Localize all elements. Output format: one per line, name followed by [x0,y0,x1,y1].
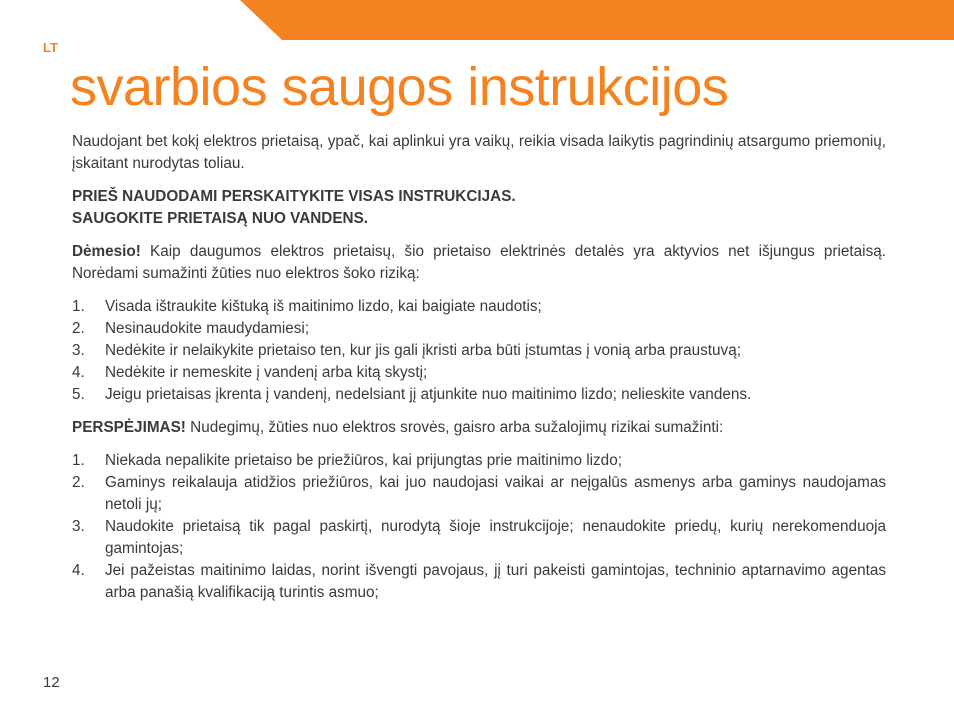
list-item [72,384,886,406]
list-text: Niekada nepalikite prietaiso be priežiūros, kai prijungtas prie maitinimo lizdo; [105,452,622,469]
list-number: 3. [72,342,85,359]
list-text: Nedėkite ir nemeskite į vandenį arba kitą skystį; [105,364,428,381]
list-number: 5. [72,386,85,403]
instructions-body [72,131,886,615]
list-item [72,560,886,604]
list-item [72,296,886,318]
intro-paragraph: Naudojant bet kokį elektros prietaisą, ypač, kai aplinkui yra vaikų, reikia visada laikytis pagrindinių atsargumo priemonių, įskaitant nurodytas toliau. [72,133,886,172]
list-item [72,472,886,516]
safety-list-1 [72,296,886,406]
list-text: Jeigu prietaisas įkrenta į vandenį, nedelsiant jį atjunkite nuo maitinimo lizdo; nelieskite vandens. [105,386,752,403]
list-text: Gaminys reikalauja atidžios priežiūros, kai juo naudojasi vaikai ar neįgalūs asmenys arba gaminys naudojamas netoli jų; [105,474,886,513]
list-number: 4. [72,562,85,579]
list-number: 3. [72,518,85,535]
list-item [72,340,886,362]
attention-text: Kaip daugumos elektros prietaisų, šio prietaiso elektrinės detalės yra aktyvios net išjungus prietaisą. Norėdami sumažinti žūties nuo elektros šoko riziką: [72,243,886,282]
header-accent-band [240,0,954,40]
list-item [72,450,886,472]
list-item [72,362,886,384]
caution-paragraph [72,417,886,439]
warning-line: SAUGOKITE PRIETAISĄ NUO VANDENS. [72,210,369,227]
page-number: 12 [43,674,60,691]
list-number: 2. [72,320,85,337]
list-item [72,516,886,560]
list-number: 2. [72,474,85,491]
list-text: Nedėkite ir nelaikykite prietaiso ten, kur jis gali įkristi arba būti įstumtas į vonią arba praustuvą; [105,342,741,359]
warning-block [72,186,886,230]
attention-paragraph [72,241,886,285]
language-label: LT [43,40,58,55]
attention-label: Dėmesio! [72,243,141,260]
caution-text: Nudegimų, žūties nuo elektros srovės, gaisro arba sužalojimų rizikai sumažinti: [185,419,724,436]
list-text: Naudokite prietaisą tik pagal paskirtį, nurodytą šioje instrukcijoje; nenaudokite priedų, kurių nerekomenduoja gamintojas; [105,518,886,557]
list-number: 1. [72,452,85,469]
list-item [72,318,886,340]
safety-list-2 [72,450,886,604]
list-text: Visada ištraukite kištuką iš maitinimo lizdo, kai baigiate naudotis; [105,298,542,315]
list-text: Jei pažeistas maitinimo laidas, norint išvengti pavojaus, jį turi pakeisti gamintojas, techninio aptarnavimo agentas arba panašią kvalifikaciją turintis asmuo; [105,562,886,601]
list-number: 4. [72,364,85,381]
warning-line: PRIEŠ NAUDODAMI PERSKAITYKITE VISAS INSTRUKCIJAS. [72,188,516,205]
page-title: svarbios saugos instrukcijos [70,57,729,117]
caution-label: PERSPĖJIMAS! [72,419,186,436]
list-text: Nesinaudokite maudydamiesi; [105,320,310,337]
list-number: 1. [72,298,85,315]
